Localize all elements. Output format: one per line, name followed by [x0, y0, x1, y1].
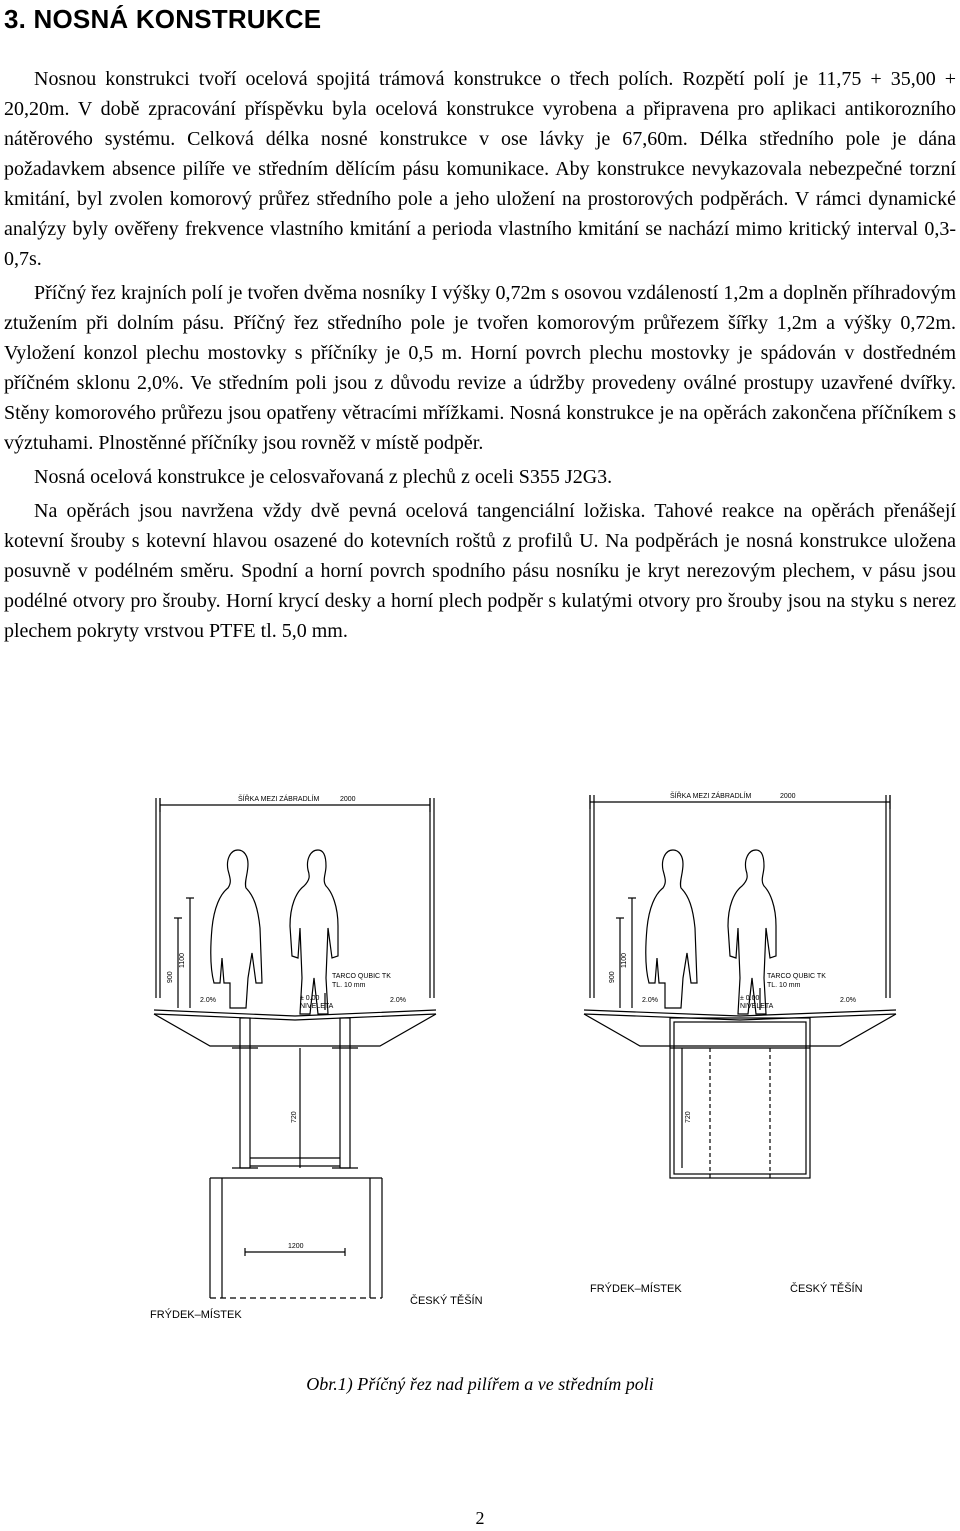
niveleta-label: NIVELETA	[300, 1003, 334, 1010]
level-label: ± 0.00	[300, 995, 320, 1002]
paragraph: Na opěrách jsou navržena vždy dvě pevná ocelová tangenciální ložiska. Tahové reakce na opěrách přenášejí kotevní šrouby s kotevní hlavou osazené do kotevních roštů z profilů U. Na podpěrách je nosná konstrukce uložena posuvně v podélném směru. Spodní a horní povrch spodního pásu nosníku je kryt nerezovým plechem, v pásu jsou podélné otvory pro šrouby. Horní krycí desky a horní plech podpěr s kulatými otvory pro šrouby jsou na styku s nerez plechem pokryty vrstvou PTFE tl. 5,0 mm.	[4, 500, 956, 642]
tarco-thickness: TL. 10 mm	[332, 982, 366, 989]
left-section	[150, 794, 483, 1318]
slope-right: 2.0%	[840, 997, 856, 1004]
man-figure	[290, 850, 338, 1014]
man-figure	[728, 850, 776, 1014]
page-number: 2	[475, 1508, 485, 1528]
cross-section-drawing	[150, 778, 920, 1318]
width-value: 2000	[340, 796, 356, 803]
woman-figure	[211, 850, 262, 1008]
girder-height: 720	[685, 1111, 692, 1123]
height-1100: 1100	[179, 952, 186, 968]
height-900: 900	[167, 971, 174, 983]
width-value: 2000	[780, 793, 796, 800]
height-900: 900	[609, 971, 616, 983]
tarco-label: TARCO QUBIC TK	[767, 973, 826, 980]
level-label: ± 0.00	[740, 995, 760, 1002]
slope-right: 2.0%	[390, 997, 406, 1004]
side-right-label: ČESKÝ TĚŠÍN	[410, 1295, 483, 1307]
axis-spacing: 1200	[288, 1243, 304, 1250]
girder-height: 720	[291, 1111, 298, 1123]
figure-caption: Obr.1) Příčný řez nad pilířem a ve středním poli	[306, 1374, 654, 1394]
cross-section-figure	[150, 778, 920, 1318]
niveleta-label: NIVELETA	[740, 1003, 774, 1010]
side-left-label: FRÝDEK–MÍSTEK	[150, 1309, 242, 1318]
woman-figure	[646, 850, 697, 1008]
side-left-label: FRÝDEK–MÍSTEK	[590, 1283, 682, 1295]
width-label: ŠÍŘKA MEZI ZÁBRADLÍM	[670, 793, 752, 800]
paragraph: Nosná ocelová konstrukce je celosvařovaná z plechů z oceli S355 J2G3.	[34, 466, 613, 488]
paragraph: Nosnou konstrukci tvoří ocelová spojitá trámová konstrukce o třech polích. Rozpětí polí je 11,75 + 35,00 + 20,20m. V době zpracování příspěvku byla ocelová konstrukce vyrobena a připravena pro aplikaci antikorozního nátěrového systému. Celková délka nosné konstrukce v ose lávky je 67,60m. Délka středního pole je dána požadavkem absence pilíře ve středním dělícím pásu komunikace. Aby konstrukce nevykazovala nebezpečné torzní kmitání, byl zvolen komorový průřez středního pole a jeho uložení na prostorových podpěrách. V rámci dynamické analýzy byly ověřeny frekvence vlastního kmitání a perioda vlastního kmitání se nachází mimo kritický interval 0,3-0,7s.	[4, 68, 956, 270]
height-1100: 1100	[621, 952, 628, 968]
slope-left: 2.0%	[200, 997, 216, 1004]
width-label: ŠÍŘKA MEZI ZÁBRADLÍM	[238, 796, 320, 803]
tarco-thickness: TL. 10 mm	[767, 982, 801, 989]
side-right-label: ČESKÝ TĚŠÍN	[790, 1283, 863, 1295]
section-heading: 3. NOSNÁ KONSTRUKCE	[4, 4, 322, 34]
paragraph: Příčný řez krajních polí je tvořen dvěma nosníky I výšky 0,72m s osovou vzdáleností 1,2m a doplněn příhradovým ztužením při dolním pásu. Příčný řez středního pole je tvořen komorovým průřezem šířky 1,2m a výšky 0,72m. Vyložení konzol plechu mostovky s příčníky je 0,5 m. Horní povrch plechu mostovky je spádován v dostředném příčném sklonu 2,0%. Ve středním poli jsou z důvodu revize a údržby provedeny oválné prostupy uzavřené dvířky. Stěny komorového průřezu jsou opatřeny větracími mřížkami. Nosná konstrukce je na opěrách zakončena příčníkem s výztuhami. Plnostěnné příčníky jsou rovněž v místě podpěr.	[4, 282, 956, 454]
tarco-label: TARCO QUBIC TK	[332, 973, 391, 980]
slope-left: 2.0%	[642, 997, 658, 1004]
body-text	[4, 64, 956, 650]
right-section	[584, 791, 896, 1295]
